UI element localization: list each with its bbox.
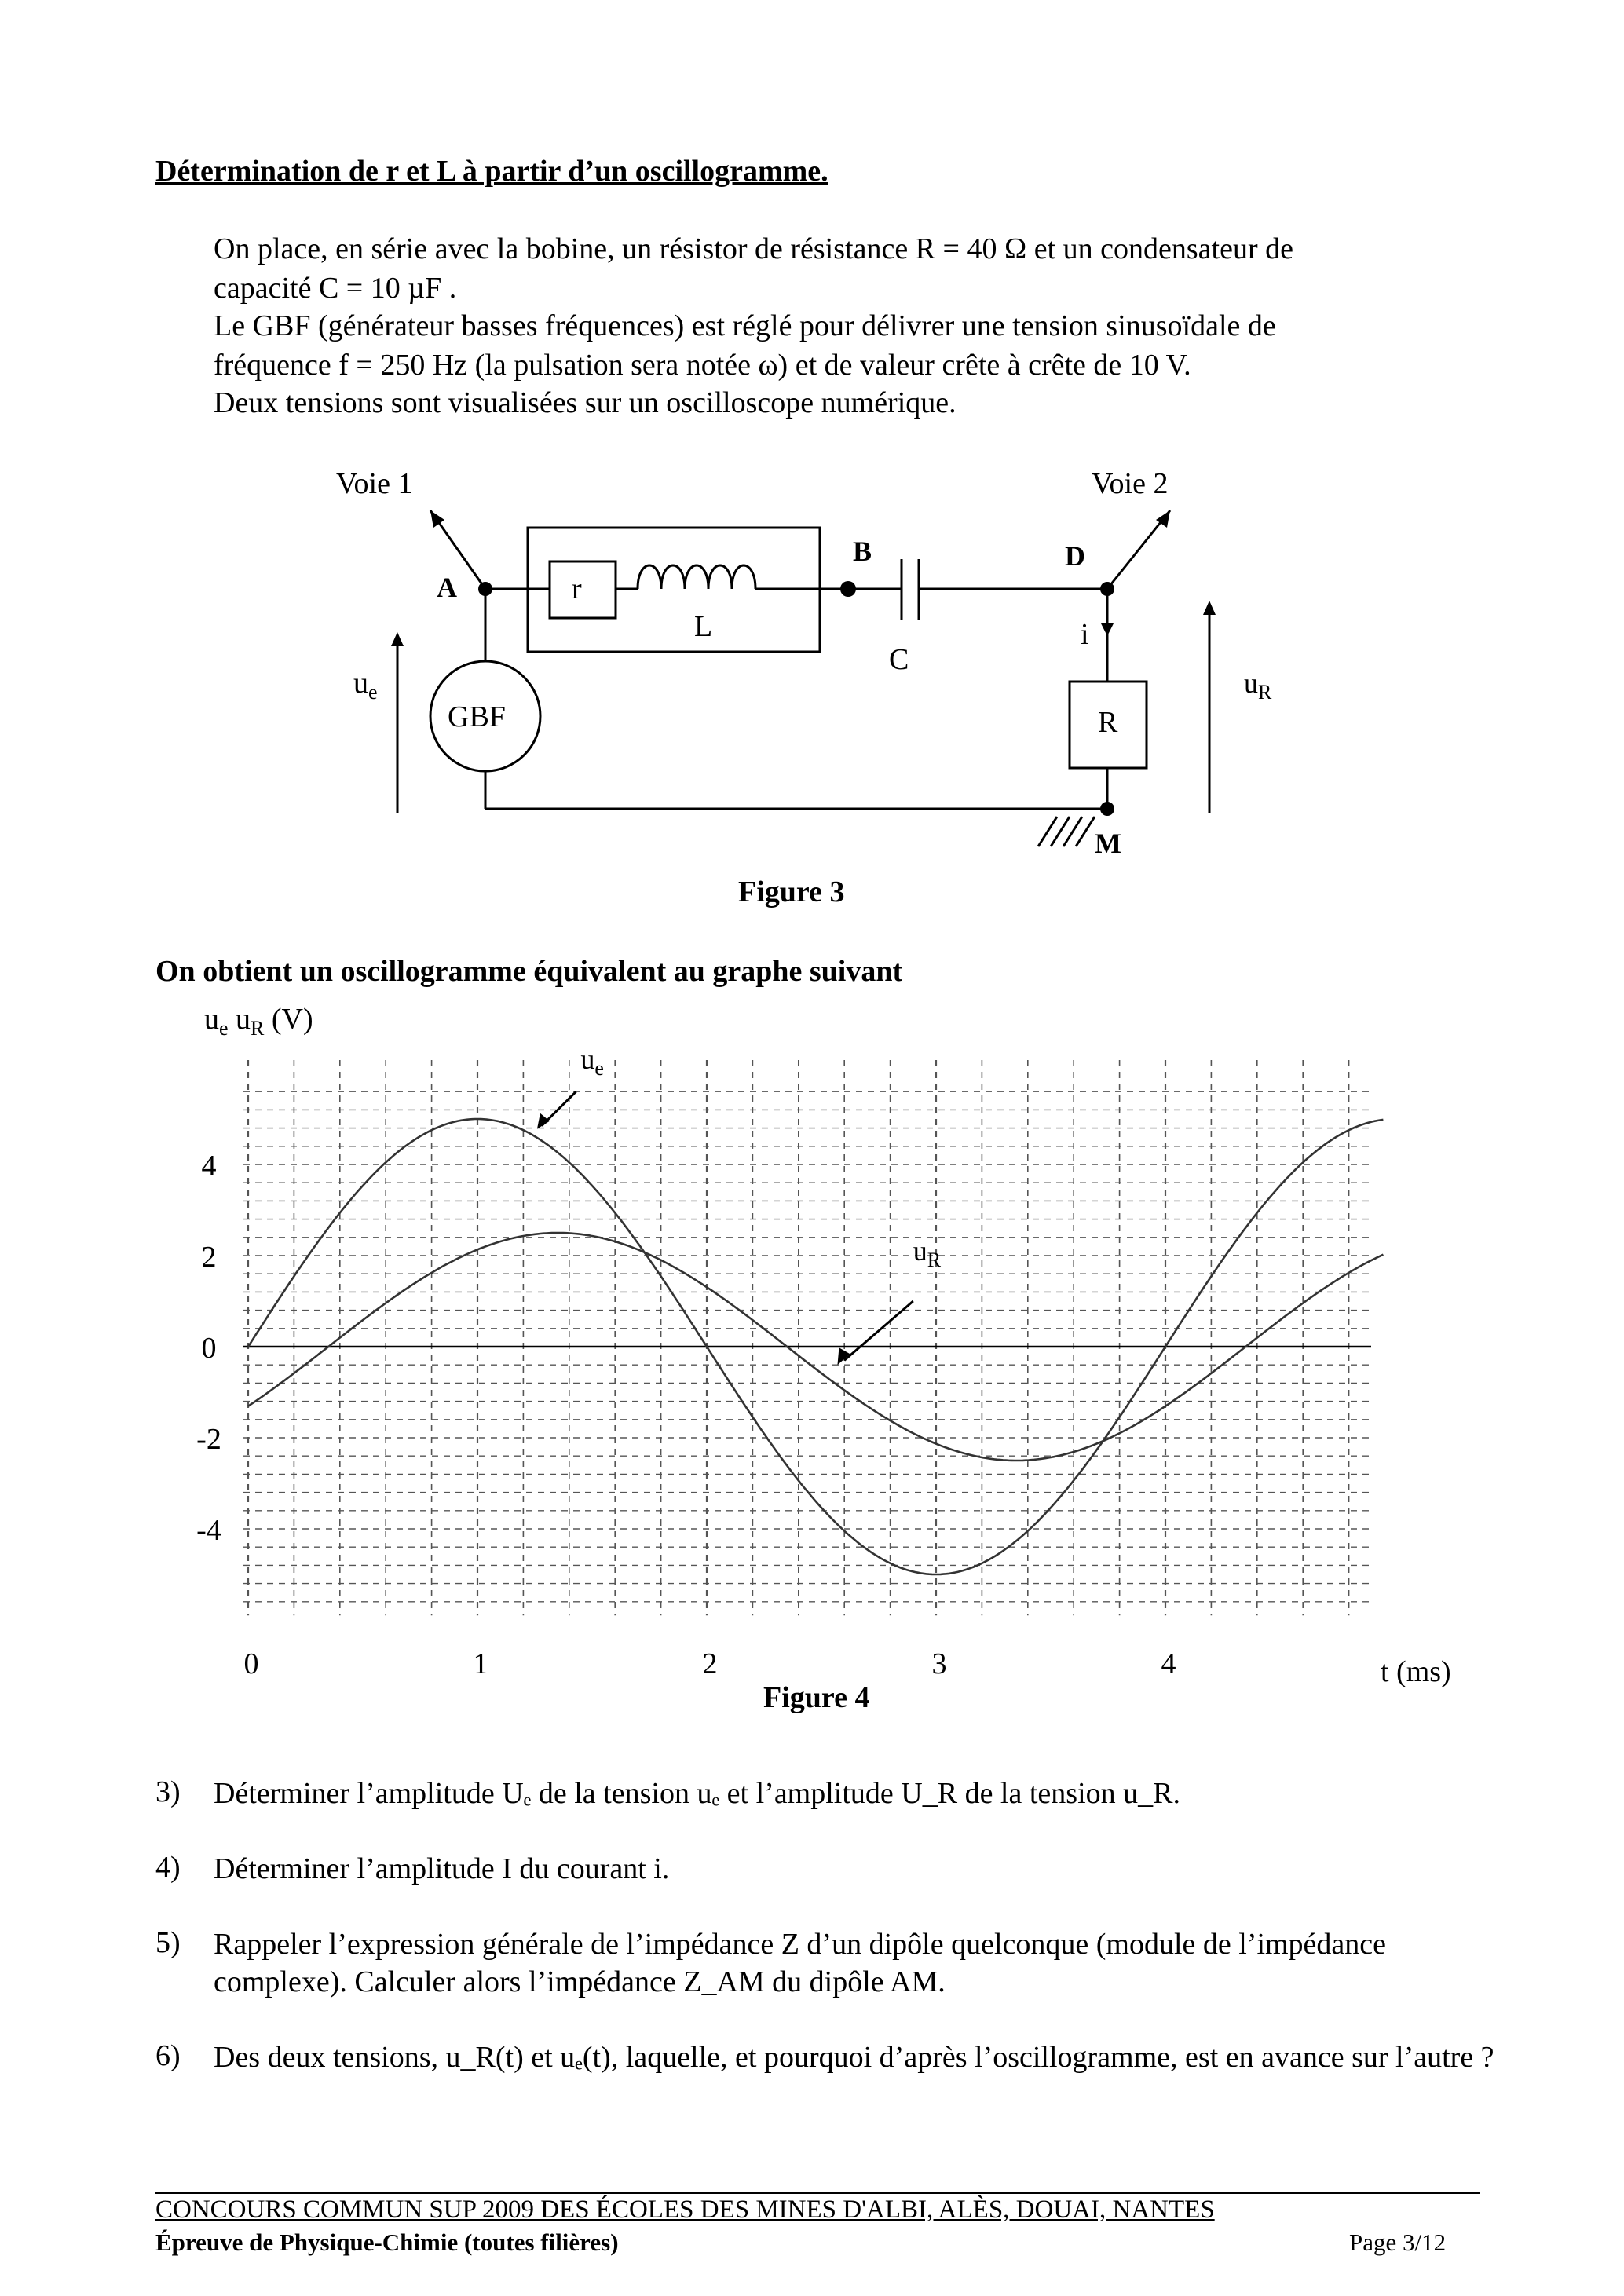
intro-line-5: Deux tensions sont visualisées sur un oscilloscope numérique. — [214, 386, 956, 419]
node-m-label: M — [1095, 828, 1121, 859]
x-tick-label: 4 — [1161, 1647, 1176, 1680]
ur-label: $u_R$ — [1244, 667, 1272, 704]
voie1-label: Voie 1 — [336, 467, 413, 500]
ue-pointer-head — [537, 1113, 550, 1129]
x-axis-label: t (ms) — [1381, 1655, 1451, 1688]
node-b-dot — [840, 581, 856, 597]
resistor-r — [550, 561, 616, 618]
question-4-number: 4) — [155, 1851, 181, 1884]
y-axis-label: $u_e$ $u_R$ (V) — [204, 1003, 313, 1040]
node-a-label: A — [437, 572, 457, 603]
footer-exam: Épreuve de Physique-Chimie (toutes filières) — [155, 2228, 619, 2256]
voie2-label: Voie 2 — [1092, 467, 1169, 500]
figure3-caption: Figure 3 — [738, 876, 845, 909]
intro-line-2: capacité C = 10 µF . — [214, 272, 457, 305]
series-label-ue: $u_e$ — [580, 1044, 604, 1080]
inductor-l — [638, 565, 755, 589]
resistor-R-label: R — [1098, 706, 1118, 739]
question-4-text: Déterminer l’amplitude I du courant i. — [214, 1852, 670, 1885]
x-tick-label: 1 — [473, 1647, 488, 1680]
node-b-label: B — [853, 536, 872, 567]
x-tick-label: 2 — [702, 1647, 718, 1680]
gbf-label: GBF — [448, 700, 506, 733]
x-tick-label: 0 — [243, 1647, 259, 1680]
current-i-label: i — [1081, 618, 1089, 651]
capacitor-c-label: C — [889, 643, 909, 676]
ue-label: $u_e$ — [353, 667, 378, 704]
footer-rule — [155, 2192, 1480, 2194]
figure4-caption: Figure 4 — [763, 1681, 870, 1714]
resistor-r-label: r — [572, 572, 582, 605]
node-m-dot — [1100, 802, 1114, 816]
y-tick-label: 0 — [201, 1332, 217, 1365]
x-tick-label: 3 — [931, 1647, 947, 1680]
node-d-dot — [1100, 582, 1114, 596]
series-label-ur: $u_R$ — [913, 1234, 942, 1271]
question-6-text: Des deux tensions, u_R(t) et uₑ(t), laquelle, et pourquoi d’après l’oscillogramme, est en avance sur l’autre ? — [214, 2041, 1494, 2074]
footer-page: Page 3/12 — [1349, 2228, 1447, 2256]
y-tick-label: 4 — [201, 1150, 217, 1183]
inductor-l-label: L — [694, 610, 713, 643]
footer-contest: CONCOURS COMMUN SUP 2009 DES ÉCOLES DES MINES D'ALBI, ALÈS, DOUAI, NANTES — [155, 2195, 1215, 2224]
ur-pointer — [844, 1301, 913, 1360]
node-d-label: D — [1065, 540, 1085, 572]
question-5-text: Rappeler l’expression générale de l’impédance Z d’un dipôle quelconque (module de l’impédance complexe). Calculer alors l’impédance Z_AM du dipôle AM. — [214, 1928, 1387, 1998]
page-title: Détermination de r et L à partir d’un oscillogramme. — [155, 155, 828, 188]
y-tick-label: -2 — [196, 1423, 221, 1456]
y-tick-label: -4 — [196, 1514, 221, 1547]
y-tick-label: 2 — [201, 1241, 217, 1274]
intro-line-3: Le GBF (générateur basses fréquences) est réglé pour délivrer une tension sinusoïdale de — [214, 309, 1276, 342]
section-heading: On obtient un oscillogramme équivalent au graphe suivant — [155, 955, 903, 988]
question-3-text: Déterminer l’amplitude Uₑ de la tension uₑ et l’amplitude U_R de la tension u_R. — [214, 1777, 1180, 1810]
circuit-diagram — [298, 448, 1304, 872]
node-a-dot — [478, 582, 492, 596]
intro-line-4: fréquence f = 250 Hz (la pulsation sera notée ω) et de valeur crête à crête de 10 V. — [214, 349, 1191, 382]
oscillogram-chart — [181, 997, 1484, 1720]
question-5-number: 5) — [155, 1926, 181, 1959]
intro-line-1: On place, en série avec la bobine, un résistor de résistance R = 40 Ω et un condensateur de — [214, 232, 1293, 265]
question-3-number: 3) — [155, 1775, 181, 1808]
question-6-number: 6) — [155, 2039, 181, 2072]
